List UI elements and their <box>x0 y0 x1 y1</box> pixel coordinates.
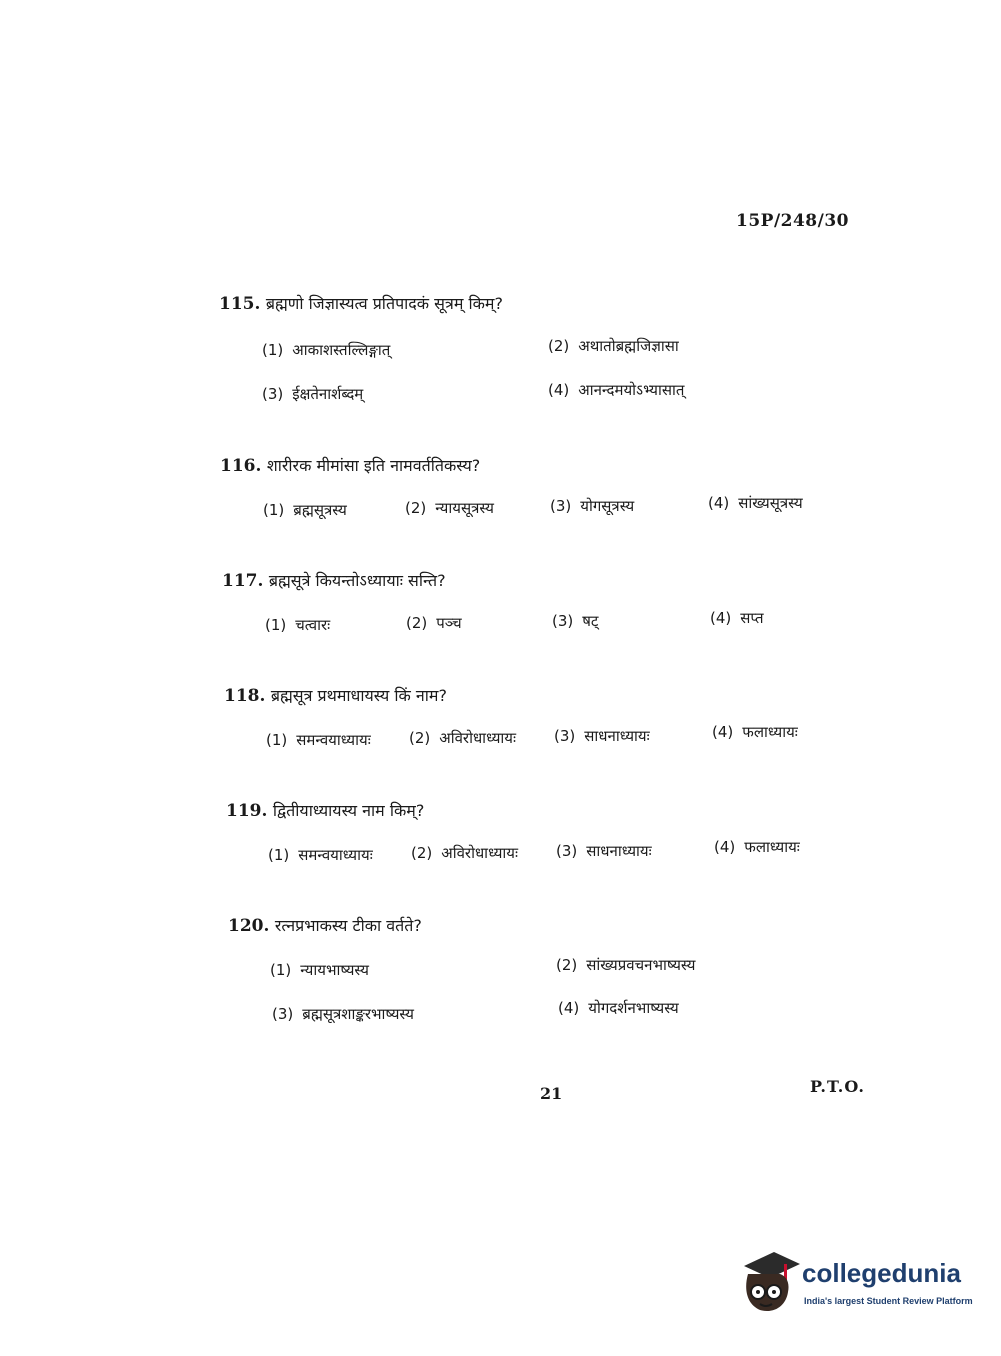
option-number: (3) <box>552 612 574 630</box>
option-1 <box>265 615 330 635</box>
page-number: 21 <box>540 1084 563 1103</box>
option-text: सांख्यसूत्रस्य <box>738 494 803 512</box>
option-2 <box>548 336 679 356</box>
question-text: द्वितीयाध्यायस्य नाम किम्? <box>272 801 425 820</box>
question-number: 118. <box>224 686 266 706</box>
question-text: ब्रह्मणो जिज्ञास्यत्व प्रतिपादकं सूत्रम् किम्? <box>265 294 503 313</box>
collegedunia-watermark <box>740 1248 973 1316</box>
question-number: 116. <box>220 456 262 476</box>
option-text: साधनाध्यायः <box>586 842 652 860</box>
option-1 <box>268 845 373 865</box>
option-2 <box>406 613 462 633</box>
option-text: पञ्च <box>436 614 462 632</box>
option-text: सप्त <box>740 609 764 627</box>
option-number: (2) <box>409 729 431 747</box>
option-1 <box>262 340 390 360</box>
option-number: (3) <box>550 497 572 515</box>
option-text: अथातोब्रह्मजिज्ञासा <box>578 337 679 355</box>
question-number: 115. <box>219 294 261 314</box>
option-number: (3) <box>556 842 578 860</box>
option-text: ब्रह्मसूत्रस्य <box>293 501 347 519</box>
option-number: (1) <box>262 341 284 359</box>
option-text: योगसूत्रस्य <box>580 497 635 515</box>
option-text: समन्वयाध्यायः <box>296 731 371 749</box>
option-number: (4) <box>708 494 730 512</box>
option-text: सांख्यप्रवचनभाष्यस्य <box>586 956 696 974</box>
option-number: (2) <box>405 499 427 517</box>
option-text: फलाध्यायः <box>742 723 798 741</box>
option-text: ब्रह्मसूत्रशाङ्करभाष्यस्य <box>302 1005 414 1023</box>
option-2 <box>409 728 516 748</box>
option-3 <box>554 726 650 746</box>
question-stem <box>228 914 422 936</box>
question-text: ब्रह्मसूत्र प्रथमाधायस्य किं नाम? <box>270 686 447 705</box>
option-number: (1) <box>268 846 290 864</box>
option-number: (2) <box>406 614 428 632</box>
option-number: (4) <box>712 723 734 741</box>
question-text: रत्नप्रभाकस्य टीका वर्तते? <box>274 916 422 935</box>
option-2 <box>411 843 518 863</box>
paper-code: 15P/248/30 <box>736 211 850 231</box>
mascot-icon <box>740 1248 802 1316</box>
option-4 <box>712 722 798 742</box>
option-3 <box>550 496 634 516</box>
option-text: अविरोधाध्यायः <box>441 844 519 862</box>
brand-name: collegedunia <box>802 1258 961 1288</box>
option-2 <box>405 498 494 518</box>
pto-label: P.T.O. <box>810 1077 865 1096</box>
question-stem <box>224 684 447 706</box>
option-text: न्यायसूत्रस्य <box>435 499 494 517</box>
question-number: 119. <box>226 801 268 821</box>
option-text: चत्वारः <box>295 616 331 634</box>
question-stem <box>220 454 480 476</box>
option-3 <box>552 611 598 631</box>
option-3 <box>272 1004 414 1024</box>
option-1 <box>266 730 371 750</box>
option-number: (2) <box>556 956 578 974</box>
question-number: 120. <box>228 916 270 936</box>
option-2 <box>556 955 695 975</box>
option-4 <box>708 493 803 513</box>
option-number: (4) <box>714 838 736 856</box>
option-1 <box>270 960 369 980</box>
option-number: (3) <box>272 1005 294 1023</box>
option-text: आनन्दमयोऽभ्यासात् <box>578 381 685 399</box>
option-1 <box>263 500 347 520</box>
option-number: (4) <box>558 999 580 1017</box>
option-number: (3) <box>554 727 576 745</box>
question-stem <box>222 569 446 591</box>
option-number: (1) <box>265 616 287 634</box>
option-4 <box>558 998 679 1018</box>
question-text: ब्रह्मसूत्रे कियन्तोऽध्यायाः सन्ति? <box>268 571 446 590</box>
option-text: योगदर्शनभाष्यस्य <box>588 999 679 1017</box>
question-number: 117. <box>222 571 264 591</box>
option-text: समन्वयाध्यायः <box>298 846 373 864</box>
question-stem <box>226 799 424 821</box>
option-4 <box>714 837 800 857</box>
option-text: ईक्षतेनार्शब्दम् <box>292 385 364 403</box>
option-4 <box>710 608 764 628</box>
option-number: (4) <box>548 381 570 399</box>
option-text: साधनाध्यायः <box>584 727 650 745</box>
option-number: (1) <box>266 731 288 749</box>
option-number: (1) <box>270 961 292 979</box>
option-text: न्यायभाष्यस्य <box>300 961 369 979</box>
option-number: (1) <box>263 501 285 519</box>
option-text: षट् <box>582 612 599 630</box>
option-text: फलाध्यायः <box>744 838 800 856</box>
option-text: अविरोधाध्यायः <box>439 729 517 747</box>
option-3 <box>262 384 363 404</box>
option-number: (2) <box>548 337 570 355</box>
option-text: आकाशस्तल्लिङ्गात् <box>292 341 391 359</box>
question-stem <box>219 292 503 314</box>
question-text: शारीरक मीमांसा इति नामवर्ततिकस्य? <box>266 456 481 475</box>
brand-tagline: India's largest Student Review Platform <box>804 1296 973 1306</box>
option-number: (2) <box>411 844 433 862</box>
option-number: (3) <box>262 385 284 403</box>
option-3 <box>556 841 652 861</box>
option-4 <box>548 380 684 400</box>
option-number: (4) <box>710 609 732 627</box>
